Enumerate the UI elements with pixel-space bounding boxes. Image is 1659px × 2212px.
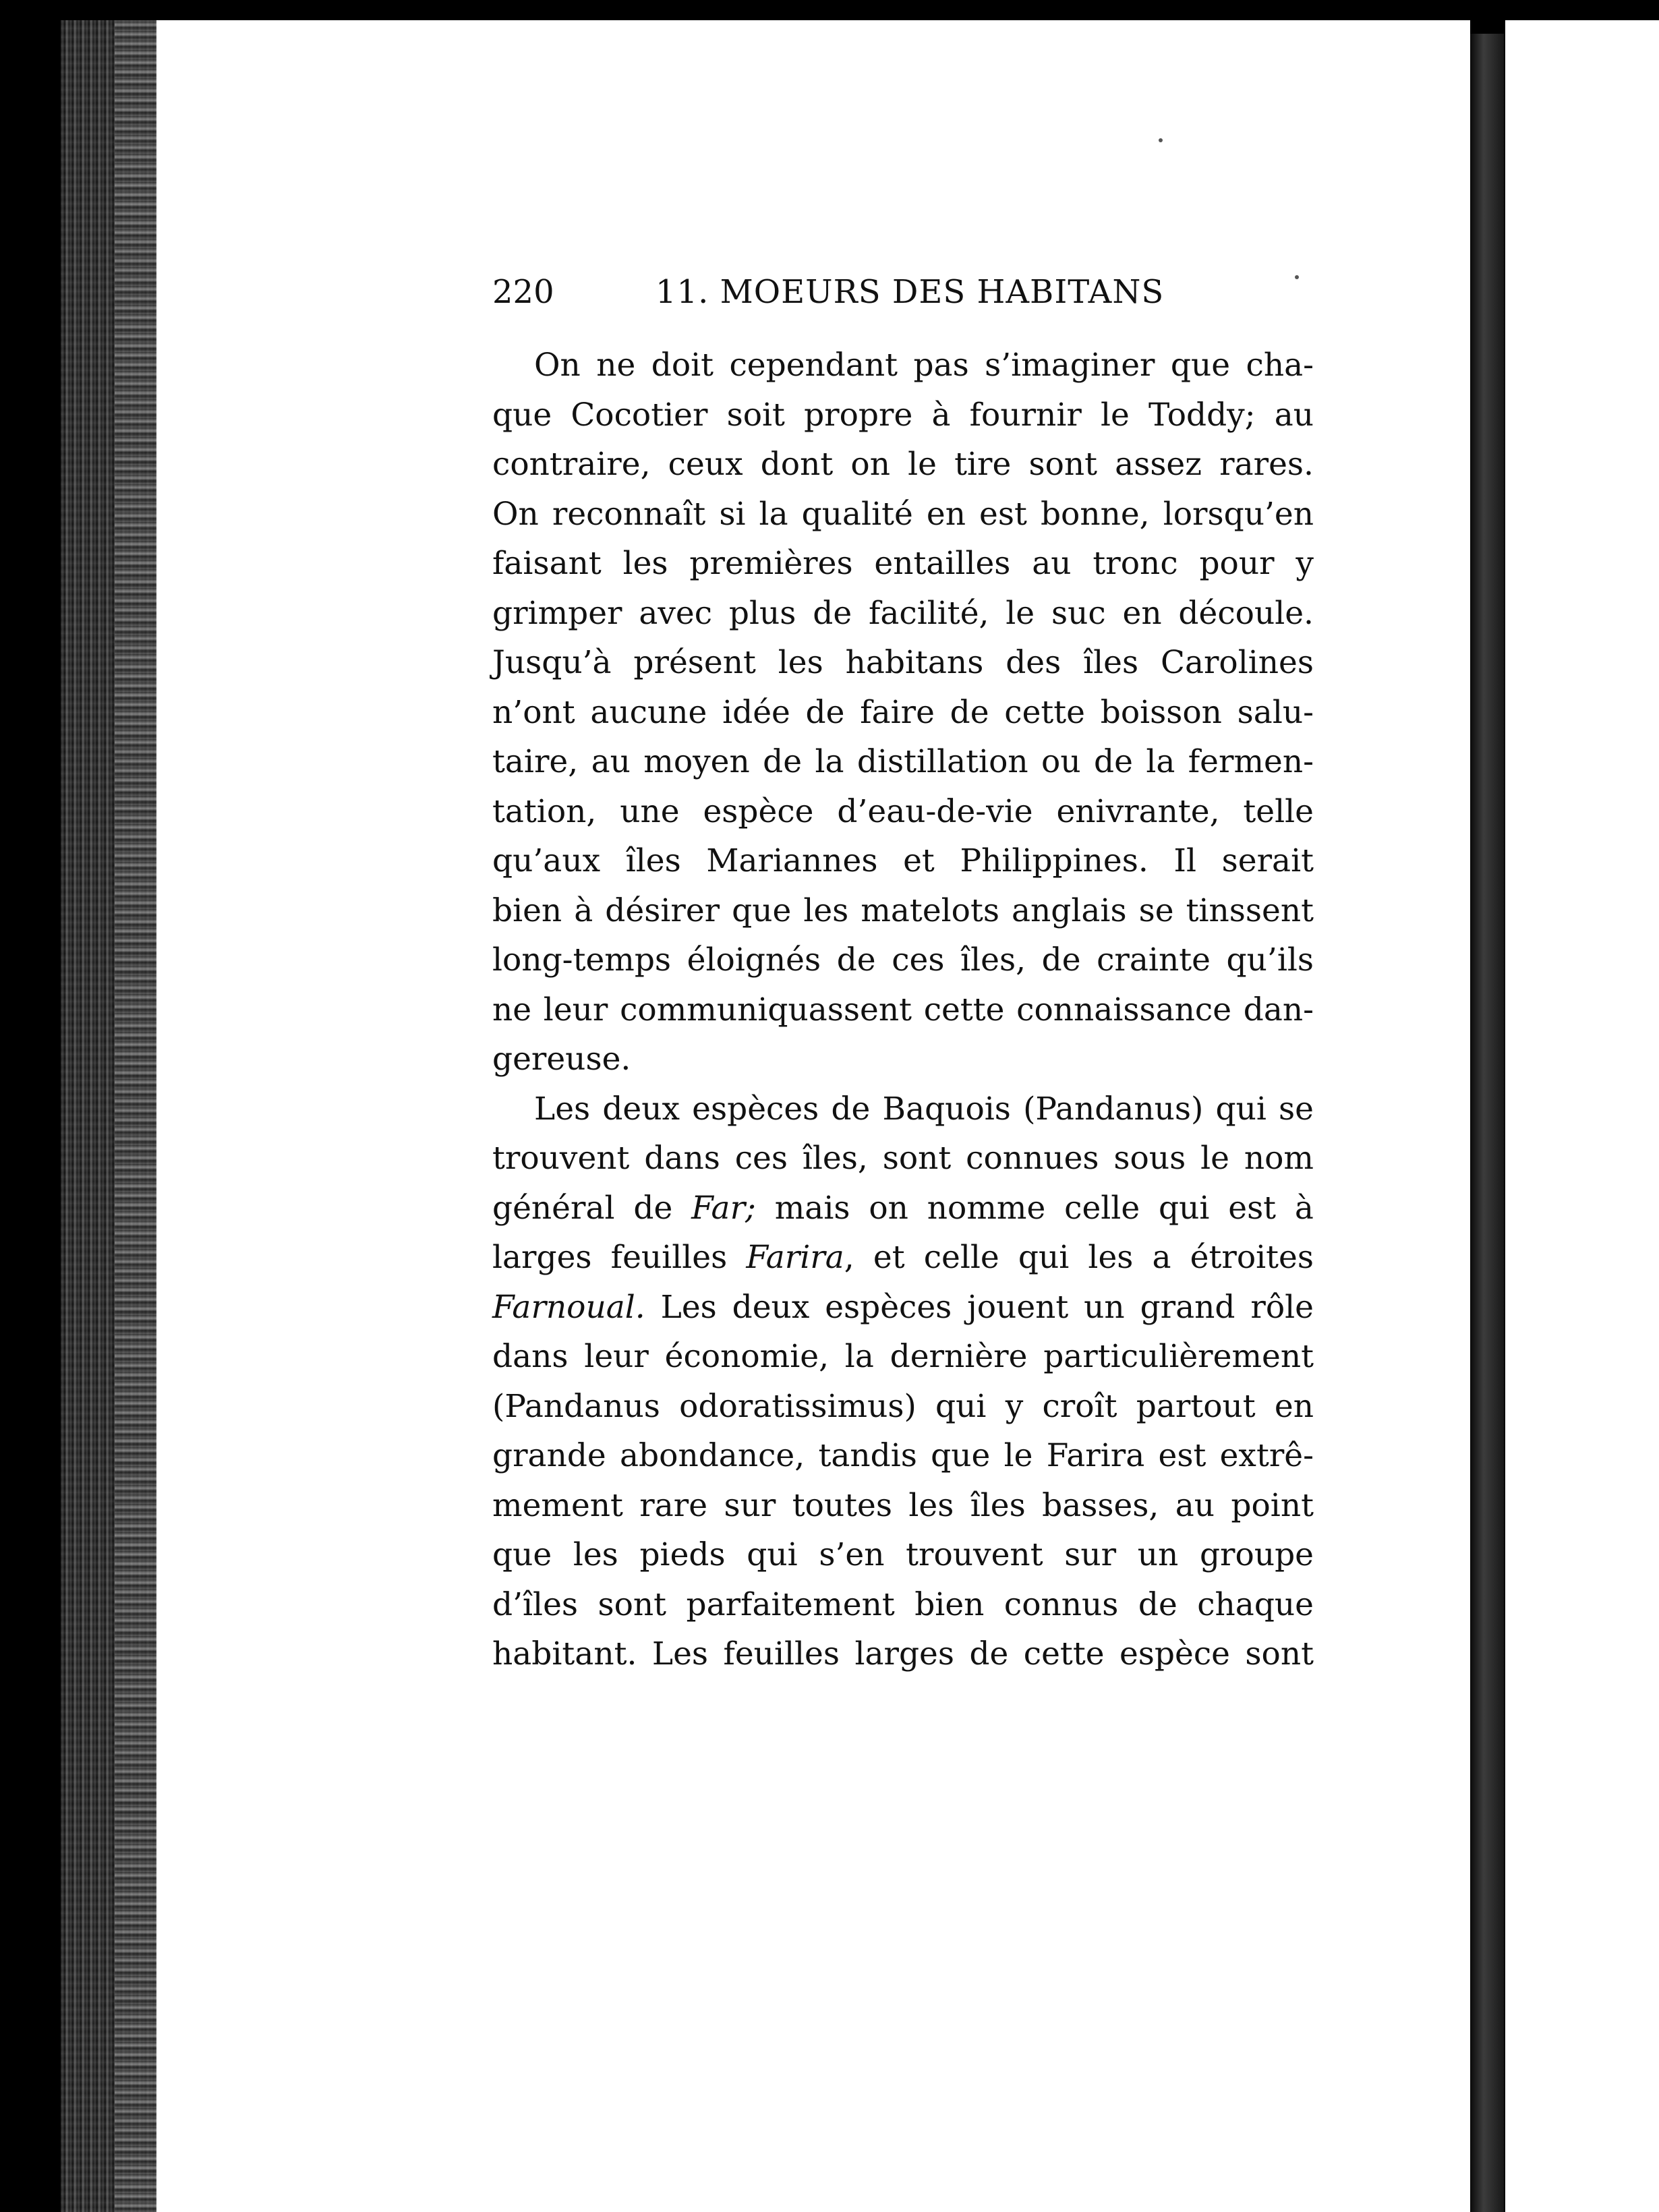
page-header bbox=[492, 273, 1167, 320]
text-segment: larges feuilles bbox=[492, 1239, 728, 1276]
italic-term: Farnoual. bbox=[492, 1288, 645, 1326]
text-line: (Pandanus odoratissimus) qui y croît partout en bbox=[492, 1387, 1314, 1425]
italic-term: Farira bbox=[746, 1239, 844, 1276]
text-line: Les deux espèces de Baquois (Pandanus) qui se bbox=[534, 1090, 1314, 1128]
text-line: habitant. Les feuilles larges de cette espèce sont bbox=[492, 1635, 1314, 1672]
text-line: bien à désirer que les matelots anglais se tinssent bbox=[492, 892, 1314, 929]
italic-term: Far; bbox=[691, 1189, 756, 1227]
text-line: taire, au moyen de la distillation ou de la fermen- bbox=[492, 743, 1314, 780]
text-line: On reconnaît si la qualité en est bonne, lorsqu’en bbox=[492, 495, 1314, 533]
text-line: n’ont aucune idée de faire de cette boisson salu- bbox=[492, 693, 1314, 731]
paper-speck bbox=[1159, 138, 1163, 142]
text-line: d’îles sont parfaitement bien connus de chaque bbox=[492, 1585, 1314, 1623]
text-line bbox=[492, 1184, 1314, 1233]
text-segment: mais on nomme celle qui est à bbox=[774, 1189, 1314, 1227]
paper-speck bbox=[1295, 275, 1299, 279]
text-line: faisant les premières entailles au tronc pour y bbox=[492, 545, 1314, 582]
facing-page-margin bbox=[1505, 20, 1659, 2212]
text-line: tation, une espèce d’eau-de-vie enivrante, telle bbox=[492, 792, 1314, 830]
text-line: mement rare sur toutes les îles basses, au point bbox=[492, 1486, 1314, 1524]
text-line: gereuse. bbox=[492, 1041, 631, 1078]
gutter-shadow bbox=[115, 20, 162, 2212]
text-line: que les pieds qui s’en trouvent sur un groupe bbox=[492, 1536, 1314, 1573]
body-text bbox=[492, 341, 1314, 1679]
text-line: dans leur économie, la dernière particulièrement bbox=[492, 1338, 1314, 1375]
text-line: Jusqu’à présent les habitans des îles Carolines bbox=[492, 644, 1314, 681]
text-segment: , et celle qui les a étroites bbox=[844, 1239, 1314, 1276]
text-line: qu’aux îles Mariannes et Philippines. Il serait bbox=[492, 842, 1314, 879]
text-line: ne leur communiquassent cette connaissance dan- bbox=[492, 991, 1314, 1028]
text-line: grande abondance, tandis que le Farira est extrê- bbox=[492, 1437, 1314, 1474]
text-line: trouvent dans ces îles, sont connues sous le nom bbox=[492, 1140, 1314, 1177]
text-line bbox=[492, 1283, 1314, 1333]
text-line: long-temps éloignés de ces îles, de crainte qu’ils bbox=[492, 941, 1314, 979]
text-line: grimper avec plus de facilité, le suc en découle. bbox=[492, 594, 1314, 632]
running-title: 11. MOEURS DES HABITANS bbox=[656, 273, 1165, 311]
text-line: On ne doit cependant pas s’imaginer que cha- bbox=[534, 347, 1314, 384]
text-segment: général de bbox=[492, 1189, 673, 1227]
text-line: contraire, ceux dont on le tire sont assez rares. bbox=[492, 446, 1314, 483]
text-line: que Cocotier soit propre à fournir le Toddy; au bbox=[492, 396, 1314, 434]
text-line bbox=[492, 1233, 1314, 1283]
facing-page-edge bbox=[1470, 34, 1504, 2212]
page-number: 220 bbox=[492, 273, 554, 311]
text-segment: Les deux espèces jouent un grand rôle bbox=[660, 1288, 1314, 1326]
